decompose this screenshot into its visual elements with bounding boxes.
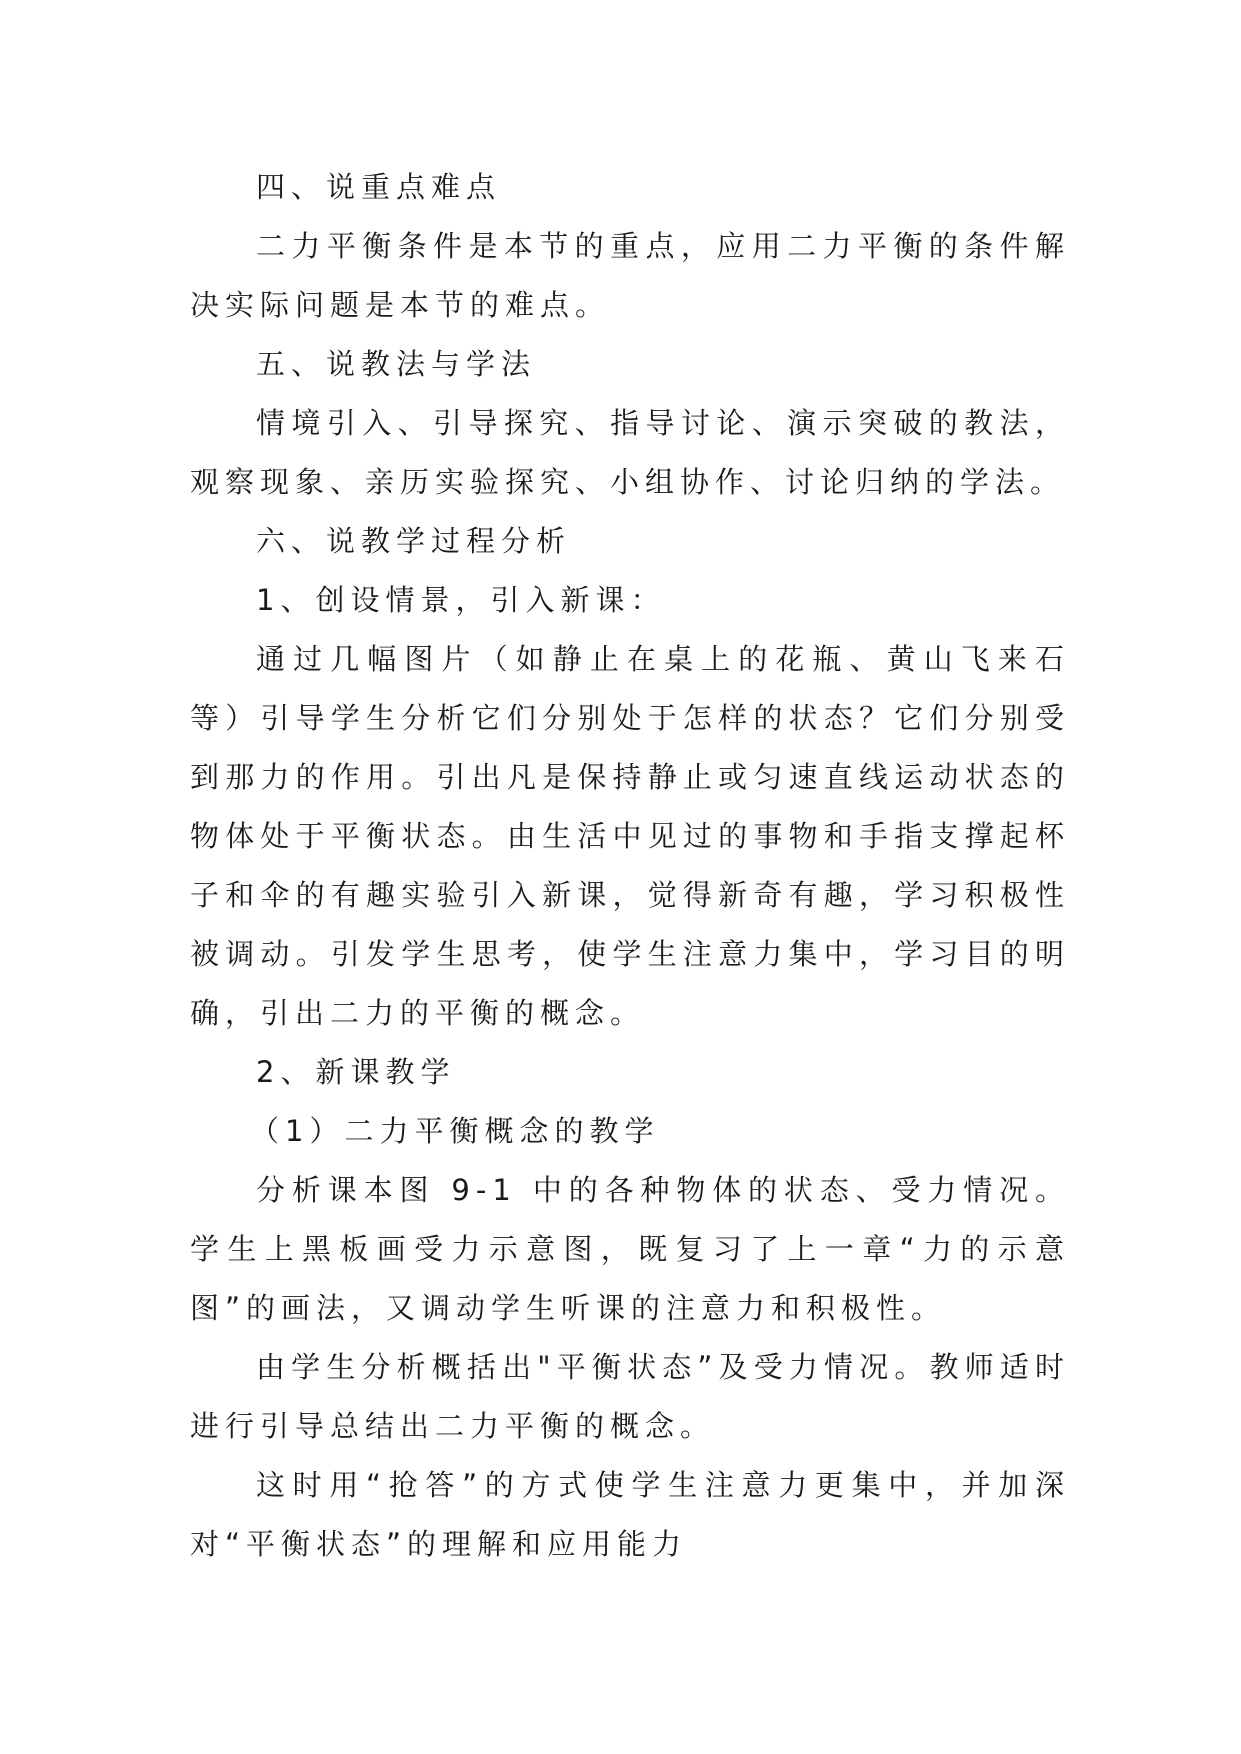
section-heading-methods: 五、说教法与学法 xyxy=(256,347,537,381)
subheading-new-lesson: 2、新课教学 xyxy=(256,1055,456,1089)
subheading-balance-concept: （1）二力平衡概念的教学 xyxy=(250,1114,660,1148)
document-body xyxy=(190,158,1070,1574)
paragraph-key-points: 二力平衡条件是本节的重点，应用二力平衡的条件解决实际问题是本节的难点。 xyxy=(190,229,1070,322)
section-heading-key-points: 四、说重点难点 xyxy=(256,170,502,204)
subheading-introduction: 1、创设情景，引入新课： xyxy=(256,583,666,617)
paragraph-quick-answer: 这时用“抢答”的方式使学生注意力更集中，并加深对“平衡状态”的理解和应用能力 xyxy=(190,1468,1070,1561)
paragraph-summary: 由学生分析概括出"平衡状态”及受力情况。教师适时进行引导总结出二力平衡的概念。 xyxy=(190,1350,1070,1443)
paragraph-introduction: 通过几幅图片（如静止在桌上的花瓶、黄山飞来石等）引导学生分析它们分别处于怎样的状态？它们分别受到那力的作用。引出凡是保持静止或匀速直线运动状态的物体处于平衡状态。由生活中见过的事物和手指支撑起杯子和伞的有趣实验引入新课，觉得新奇有趣，学习积极性被调动。引发学生思考，使学生注意力集中，学习目的明确，引出二力的平衡的概念。 xyxy=(190,642,1070,1030)
paragraph-methods: 情境引入、引导探究、指导讨论、演示突破的教法，观察现象、亲历实验探究、小组协作、讨论归纳的学法。 xyxy=(190,406,1070,499)
section-heading-process: 六、说教学过程分析 xyxy=(256,524,572,558)
paragraph-analysis: 分析课本图 9-1 中的各种物体的状态、受力情况。学生上黑板画受力示意图，既复习了上一章“力的示意图”的画法，又调动学生听课的注意力和积极性。 xyxy=(190,1173,1070,1325)
